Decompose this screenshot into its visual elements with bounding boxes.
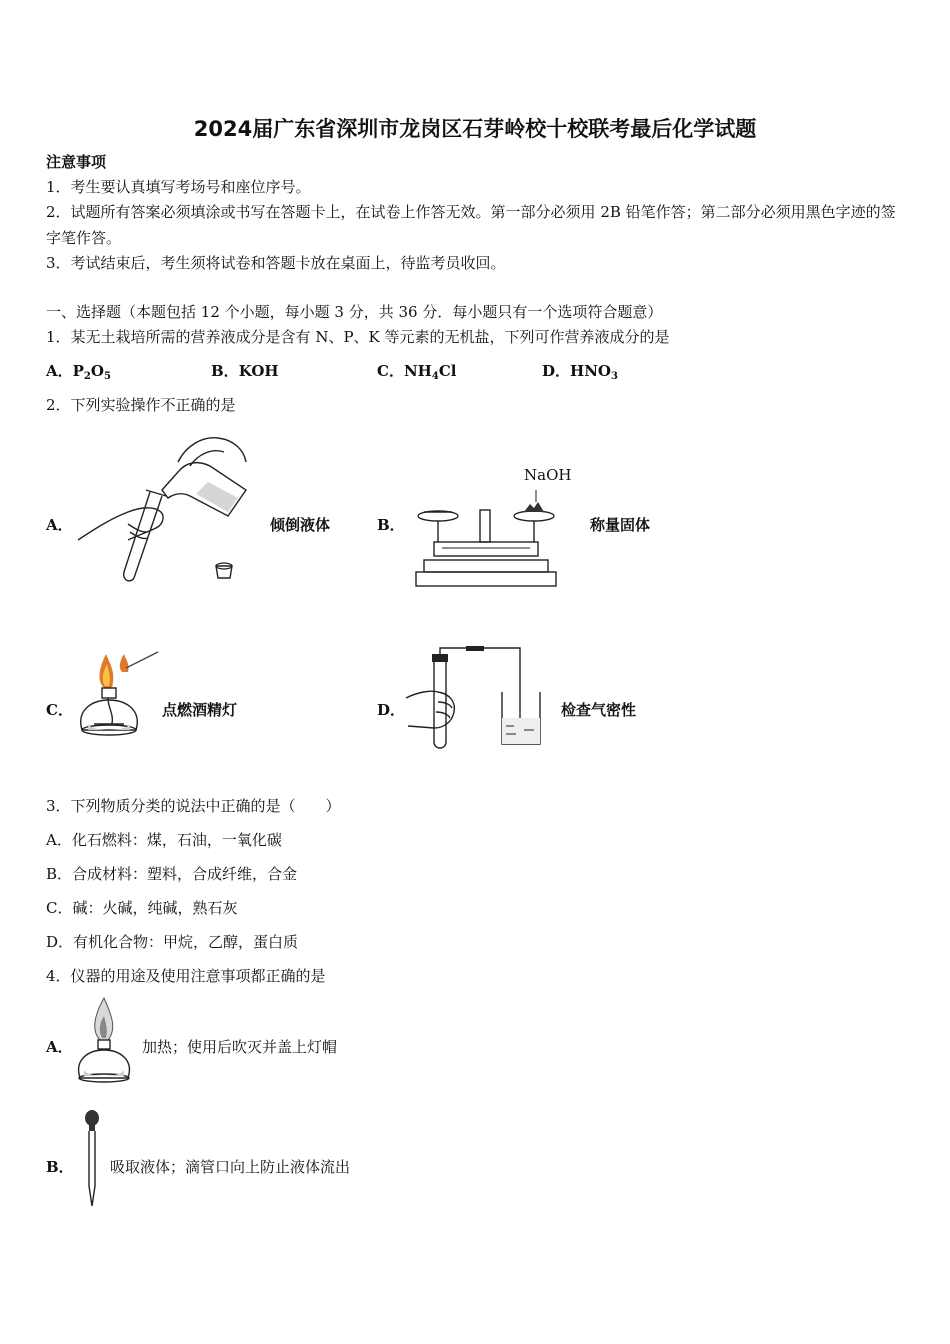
q2-option-b-caption: 称量固体 bbox=[590, 516, 651, 534]
q3-option-b[interactable]: B．合成材料：塑料，合成纤维，合金 bbox=[46, 865, 298, 883]
q2-option-d-caption: 检查气密性 bbox=[561, 701, 637, 719]
q3-option-c[interactable]: C．碱：火碱，纯碱，熟石灰 bbox=[46, 899, 238, 917]
balance-figure bbox=[412, 488, 562, 594]
q2-option-c-label[interactable]: C． bbox=[46, 701, 73, 719]
notice-item-3: 3．考试结束后，考生须将试卷和答题卡放在桌面上，待监考员收回。 bbox=[46, 254, 506, 272]
airtightness-check-figure bbox=[404, 646, 554, 754]
q4-option-a-label[interactable]: A． bbox=[46, 1038, 73, 1056]
notice-heading: 注意事项 bbox=[46, 153, 107, 171]
q3-stem: 3．下列物质分类的说法中正确的是（ ） bbox=[46, 797, 341, 815]
q4-option-b-label[interactable]: B． bbox=[46, 1158, 74, 1176]
alcohol-lamp-figure bbox=[72, 998, 136, 1088]
q1-option-d[interactable]: D．$HNO_3$ bbox=[542, 362, 618, 382]
alcohol-lamp-lighting-figure bbox=[74, 650, 164, 746]
q4-stem: 4．仪器的用途及使用注意事项都正确的是 bbox=[46, 967, 326, 985]
q3-option-a[interactable]: A．化石燃料：煤，石油，一氧化碳 bbox=[46, 831, 282, 849]
pour-liquid-figure bbox=[78, 432, 248, 582]
q2-option-b-label[interactable]: B． bbox=[377, 516, 405, 534]
q3-option-d[interactable]: D．有机化合物：甲烷，乙醇，蛋白质 bbox=[46, 933, 299, 951]
q1-option-c[interactable]: C．$NH_4Cl$ bbox=[377, 362, 457, 382]
q2-option-a-caption: 倾倒液体 bbox=[270, 516, 331, 534]
dropper-figure bbox=[82, 1110, 102, 1210]
q2-option-d-label[interactable]: D． bbox=[377, 701, 406, 719]
q2-option-c-caption: 点燃酒精灯 bbox=[162, 701, 238, 719]
q4-option-a-caption: 加热；使用后吹灭并盖上灯帽 bbox=[142, 1038, 338, 1056]
notice-item-1: 1．考生要认真填写考场号和座位序号。 bbox=[46, 178, 311, 196]
q4-option-b-caption: 吸取液体；滴管口向上防止液体流出 bbox=[110, 1158, 351, 1176]
q1-option-a[interactable]: A．$P_2O_5$ bbox=[46, 362, 111, 382]
section-heading: 一、选择题（本题包括 12 个小题，每小题 3 分，共 36 分．每小题只有一个选项符合题意） bbox=[46, 303, 663, 321]
naoh-label: NaOH bbox=[524, 466, 572, 484]
page-title: 2024届广东省深圳市龙岗区石芽岭校十校联考最后化学试题 bbox=[193, 117, 757, 141]
q2-stem: 2．下列实验操作不正确的是 bbox=[46, 396, 236, 414]
q1-stem: 1．某无土栽培所需的营养液成分是含有 N、P、K 等元素的无机盐，下列可作营养液成分的是 bbox=[46, 328, 670, 346]
notice-item-2: 2．试题所有答案必须填涂或书写在答题卡上，在试卷上作答无效。第一部分必须用 2B 铅笔作答；第二部分必须用黑色字迹的签字笔作答。 bbox=[46, 203, 896, 247]
q1-option-b[interactable]: B．KOH bbox=[211, 362, 279, 380]
q2-option-a-label[interactable]: A． bbox=[46, 516, 73, 534]
